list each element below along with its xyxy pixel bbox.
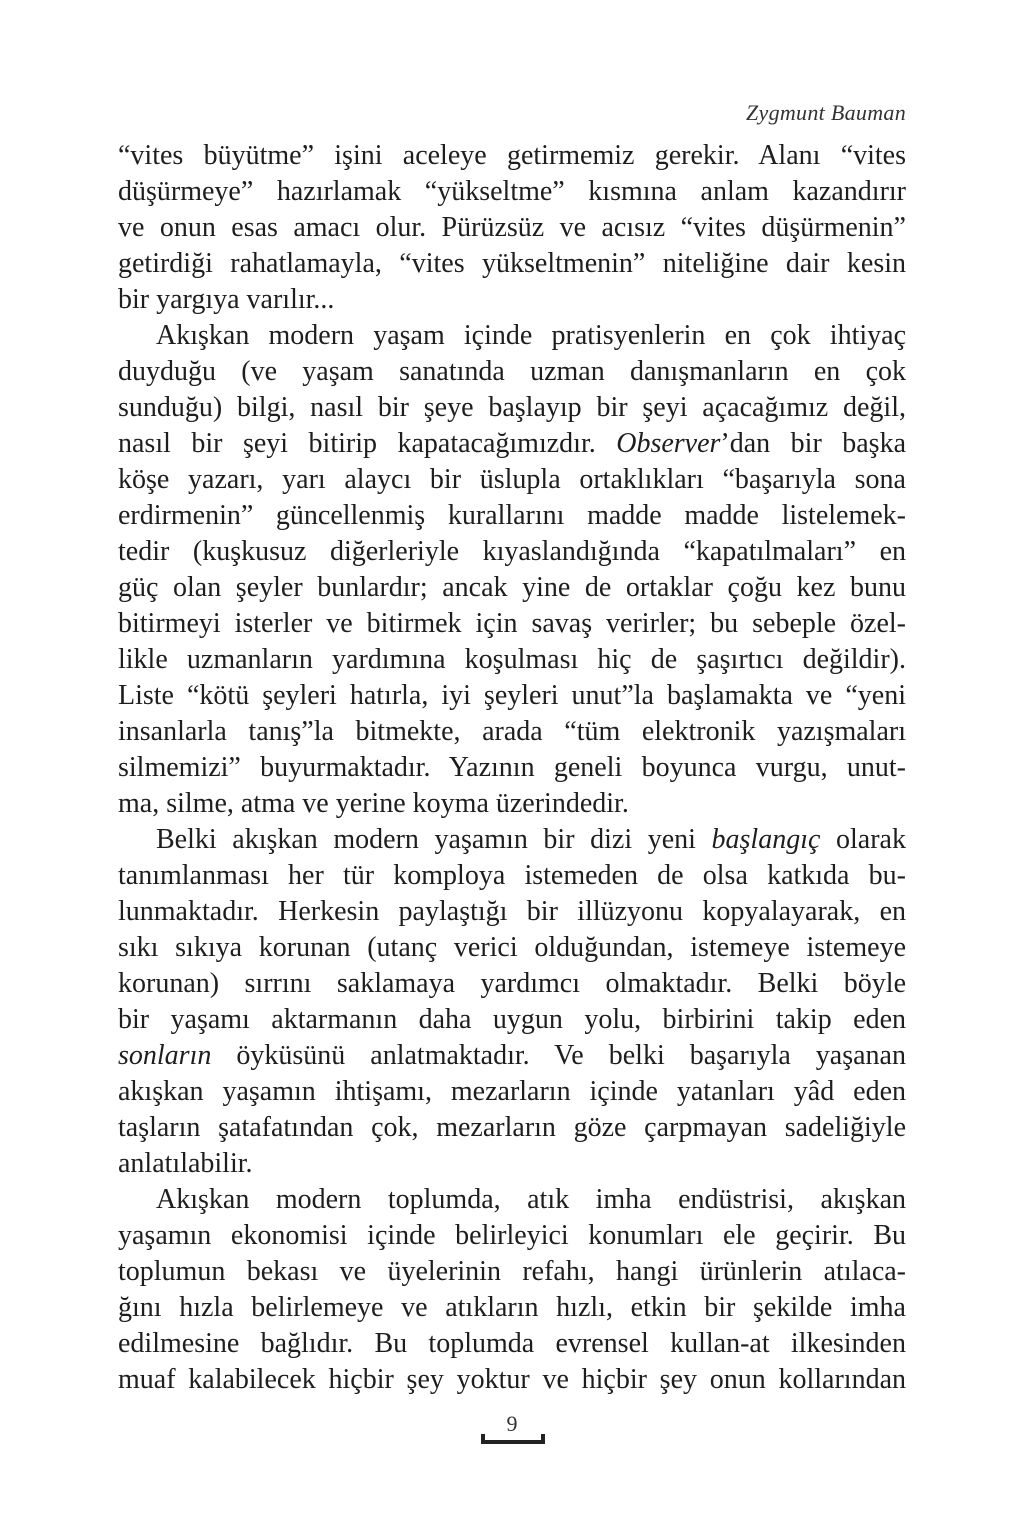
body-text xyxy=(118,138,906,1398)
text-line: düşürmeye” hazırlamak “yükseltme” kısmına anlam kazandırır xyxy=(118,176,906,207)
text-line: edilmesine bağlıdır. Bu toplumda evrensel kullan-at ilkesinden xyxy=(118,1328,906,1359)
text-line: ve onun esas amacı olur. Pürüzsüz ve acısız “vites düşürmenin” xyxy=(118,212,906,243)
text-line: sunduğu) bilgi, nasıl bir şeye başlayıp bir şeyi açacağımız değil, xyxy=(118,392,906,423)
text-line: Liste “kötü şeyleri hatırla, iyi şeyleri unut”la başlamakta ve “yeni xyxy=(118,680,906,711)
text-line: likle uzmanların yardımına koşulması hiç de şaşırtıcı değildir). xyxy=(118,644,906,675)
text-line: lunmaktadır. Herkesin paylaştığı bir illüzyonu kopyalayarak, en xyxy=(118,896,906,927)
text-line: Akışkan modern yaşam içinde pratisyenlerin en çok ihtiyaç xyxy=(156,320,906,351)
text-line: insanlarla tanış”la bitmekte, arada “tüm elektronik yazışmaları xyxy=(118,716,906,747)
text-line: tedir (kuşkusuz diğerleriyle kıyaslandığında “kapatılmaları” en xyxy=(118,536,906,567)
text-line: bir yaşamı aktarmanın daha uygun yolu, birbirini takip eden xyxy=(118,1004,906,1035)
text-line: silmemizi” buyurmaktadır. Yazının geneli boyunca vurgu, unut- xyxy=(118,752,906,783)
text-line: korunan) sırrını saklamaya yardımcı olmaktadır. Belki böyle xyxy=(118,968,906,999)
running-head-author: Zygmunt Bauman xyxy=(745,100,906,125)
text-line: sıkı sıkıya korunan (utanç verici olduğundan, istemeye istemeye xyxy=(118,932,906,963)
text-line: bitirmeyi isterler ve bitirmek için savaş verirler; bu sebeple özel- xyxy=(118,608,906,639)
text-line: bir yargıya varılır... xyxy=(118,284,335,315)
text-line: ğını hızla belirlemeye ve atıkların hızlı, etkin bir şekilde imha xyxy=(118,1292,906,1323)
folio-rule xyxy=(481,1440,545,1444)
page-number: 9 xyxy=(506,1411,518,1436)
text-line: sonların öyküsünü anlatmaktadır. Ve belki başarıyla yaşanan xyxy=(118,1040,906,1071)
text-line: yaşamın ekonomisi içinde belirleyici konumları ele geçirir. Bu xyxy=(118,1220,906,1251)
text-line: muaf kalabilecek hiçbir şey yoktur ve hiçbir şey onun kollarından xyxy=(118,1364,906,1395)
text-line: taşların şatafatından çok, mezarların göze çarpmayan sadeliğiyle xyxy=(118,1112,906,1143)
text-line: tanımlanması her tür komploya istemeden de olsa katkıda bu- xyxy=(118,860,906,891)
text-line: Belki akışkan modern yaşamın bir dizi yeni başlangıç olarak xyxy=(156,824,906,855)
text-line: Akışkan modern toplumda, atık imha endüstrisi, akışkan xyxy=(156,1184,906,1215)
text-line: “vites büyütme” işini aceleye getirmemiz gerekir. Alanı “vites xyxy=(118,140,906,171)
text-line: toplumun bekası ve üyelerinin refahı, hangi ürünlerin atılaca- xyxy=(118,1256,906,1287)
text-line: güç olan şeyler bunlardır; ancak yine de ortaklar çoğu kez bunu xyxy=(118,572,906,603)
text-line: köşe yazarı, yarı alaycı bir üslupla ortaklıkları “başarıyla sona xyxy=(118,464,906,495)
text-line: akışkan yaşamın ihtişamı, mezarların içinde yatanları yâd eden xyxy=(118,1076,906,1107)
text-line: erdirmenin” güncellenmiş kurallarını madde madde listelemek- xyxy=(118,500,906,531)
text-line: ma, silme, atma ve yerine koyma üzerindedir. xyxy=(118,788,629,819)
text-line: duyduğu (ve yaşam sanatında uzman danışmanların en çok xyxy=(118,356,906,387)
text-line: getirdiği rahatlamayla, “vites yükseltmenin” niteliğine dair kesin xyxy=(118,248,906,279)
text-line: nasıl bir şeyi bitirip kapatacağımızdır. Observer’dan bir başka xyxy=(118,428,906,459)
text-line: anlatılabilir. xyxy=(118,1148,253,1179)
